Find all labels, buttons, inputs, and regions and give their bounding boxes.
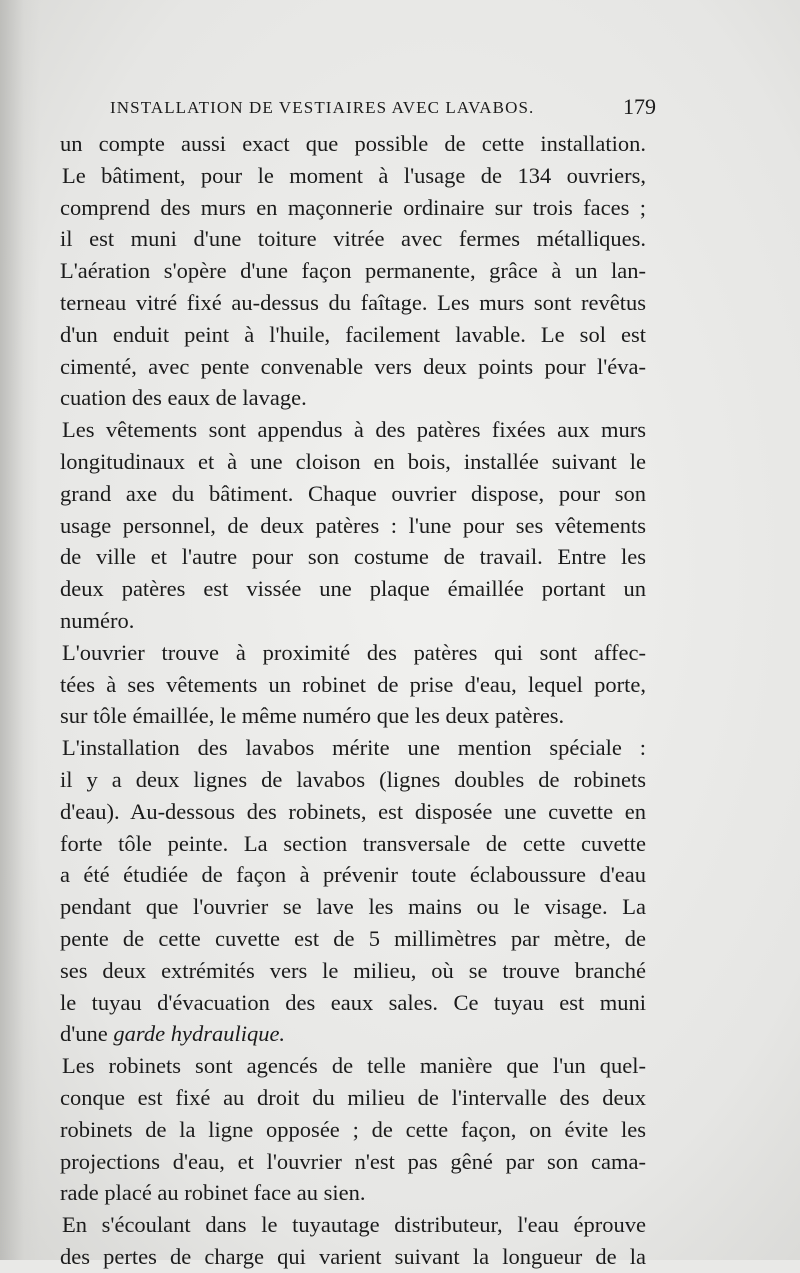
page-number: 179: [623, 94, 656, 119]
text-line: tées à ses vêtements un robinet de prise d'eau, lequel porte,: [60, 671, 646, 697]
text-line: projections d'eau, et l'ouvrier n'est pas gêné par son cama-: [60, 1148, 646, 1174]
text-line: L'ouvrier trouve à proximité des patères qui sont affec-: [62, 639, 646, 665]
text-line: comprend des murs en maçonnerie ordinaire sur trois faces ;: [60, 194, 646, 220]
text-line: forte tôle peinte. La section transversale de cette cuvette: [60, 830, 646, 856]
text-line: il y a deux lignes de lavabos (lignes doubles de robinets: [60, 766, 646, 792]
text-line: L'aération s'opère d'une façon permanente, grâce à un lan-: [60, 258, 646, 284]
text-line: d'eau). Au-dessous des robinets, est disposée une cuvette en: [60, 798, 646, 824]
text-line: [60, 1018, 646, 1050]
text-line: de ville et l'autre pour son costume de travail. Entre les: [60, 544, 646, 570]
text-line: rade placé au robinet face au sien.: [60, 1180, 366, 1206]
text-line: L'installation des lavabos mérite une mention spéciale :: [62, 735, 646, 761]
text-line: a été étudiée de façon à prévenir toute éclaboussure d'eau: [60, 862, 646, 888]
text-line: cuation des eaux de lavage.: [60, 385, 307, 411]
text-line: longitudinaux et à une cloison en bois, installée suivant le: [60, 448, 646, 474]
text-line: pente de cette cuvette est de 5 millimètres par mètre, de: [60, 925, 646, 951]
text-line: le tuyau d'évacuation des eaux sales. Ce tuyau est muni: [60, 989, 646, 1015]
text-line: usage personnel, de deux patères : l'une pour ses vêtements: [60, 512, 646, 538]
text-line: grand axe du bâtiment. Chaque ouvrier dispose, pour son: [60, 480, 646, 506]
text-line: robinets de la ligne opposée ; de cette façon, on évite les: [60, 1116, 646, 1142]
text-line: deux patères est vissée une plaque émaillée portant un: [60, 576, 646, 602]
text-line: Les robinets sont agencés de telle manière que l'un quel-: [62, 1053, 646, 1079]
page-gutter-shadow: [0, 0, 40, 1260]
text-line: des pertes de charge qui varient suivant la longueur de la: [60, 1243, 646, 1269]
italic-term: garde hydraulique.: [113, 1021, 286, 1047]
text-line: un compte aussi exact que possible de cette installation.: [60, 131, 646, 156]
text-line: numéro.: [60, 607, 135, 633]
text-line: Le bâtiment, pour le moment à l'usage de 134 ouvriers,: [62, 162, 646, 188]
text-line: En s'écoulant dans le tuyautage distributeur, l'eau éprouve: [62, 1212, 646, 1238]
text-line: pendant que l'ouvrier se lave les mains ou le visage. La: [60, 894, 646, 920]
text-line: ses deux extrémités vers le milieu, où se trouve branché: [60, 957, 646, 983]
text-line: cimenté, avec pente convenable vers deux points pour l'éva-: [60, 353, 646, 379]
running-title: INSTALLATION DE VESTIAIRES AVEC LAVABOS.: [110, 98, 535, 117]
text-line: il est muni d'une toiture vitrée avec fermes métalliques.: [60, 226, 646, 252]
text-line: conque est fixé au droit du milieu de l'intervalle des deux: [60, 1084, 646, 1110]
text-line: d'un enduit peint à l'huile, facilement lavable. Le sol est: [60, 321, 646, 347]
text-line: terneau vitré fixé au-dessus du faîtage. Les murs sont revêtus: [60, 289, 646, 315]
running-header: [110, 96, 656, 122]
text-line: sur tôle émaillée, le même numéro que les deux patères.: [60, 703, 565, 729]
body-text: [60, 128, 646, 1273]
text-run: d'une: [60, 1021, 108, 1047]
text-line: Les vêtements sont appendus à des patères fixées aux murs: [62, 417, 646, 443]
